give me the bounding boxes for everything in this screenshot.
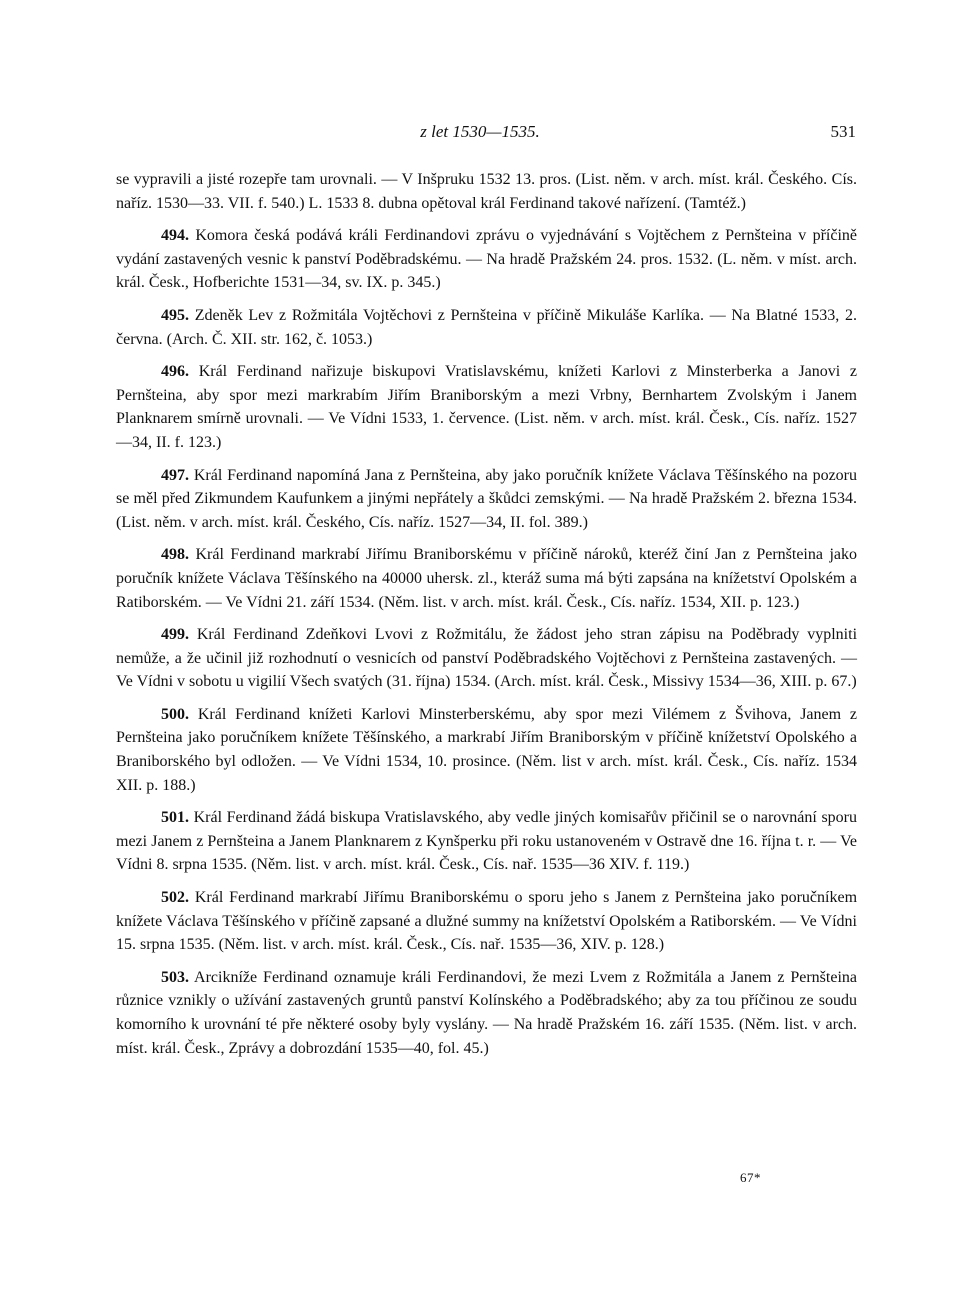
entry-text: Král Ferdinand žádá biskupa Vratislavského, aby vedle jiných komisařův přičinil se o narovnání sporu mezi Janem z Pernšteina a Janem Planknarem z Kynšperku při roku ustanoveném v Ostravě dne 16. října t. r. — Ve Vídni 8. srpna 1535. (Něm. list. v arch. míst. král. Česk., Cís. nař. 1535—36 XIV. f. 119.) xyxy=(116,809,857,874)
printer-signature-mark: 67* xyxy=(740,1170,761,1185)
entry-number: 498. xyxy=(161,546,189,564)
entry-text: Arcikníže Ferdinand oznamuje králi Ferdinandovi, že mezi Lvem z Rožmitála a Janem z Pernšteina různice vznikly o užívání zastavených gruntů panství Kolínského a Poděbradského; aby za tou příčinou ze soudu komorního k urovnání té pře některé osoby byly vyslány. — Na hradě Pražském 16. září 1535. (Něm. list. v arch. míst. král. Česk., Zprávy a dobrozdání 1535—40, fol. 45.) xyxy=(116,968,857,1057)
page-header xyxy=(0,122,960,146)
entry-text: Komora česká podává králi Ferdinandovi zprávu o vyjednávání s Vojtěchem z Pernšteina v příčině vydání zastavených vesnic k panství Poděbradskému. — Na hradě Pražském 24. pros. 1532. (L. něm. v míst. arch. král. Česk., Hofberichte 1531—34, sv. IX. p. 345.) xyxy=(116,227,857,292)
entry-number: 496. xyxy=(161,363,189,381)
entry-number: 499. xyxy=(161,626,189,644)
entry-text: Král Ferdinand markrabí Jiřímu Braniborskému v příčině nároků, kteréž činí Jan z Pernšteina jako poručník knížete Václava Těšínského na 40000 uhersk. zl., kteráž suma má býti zapsána na knížetství Opolském a Ratiborském. — Ve Vídni 21. září 1534. (Něm. list. v arch. míst. král. Česk., Cís. naříz. 1534, XII. p. 123.) xyxy=(116,546,858,611)
entry-text: Král Ferdinand Zdeňkovi Lvovi z Rožmitálu, že žádost jeho stran zápisu na Poděbrady vyplniti nemůže, a že učinil již rozhodnutí o vesnicích od panství Poděbradského Vojtěchovi z Pernšteina zastavených. — Ve Vídni v sobotu u vigilií Všech svatých (31. října) 1534. (Arch. míst. král. Česk., Missivy 1534—36, XIII. p. 67.) xyxy=(116,626,858,691)
entry-text: Zdeněk Lev z Rožmitála Vojtěchovi z Pernšteina v příčině Mikuláše Karlíka. — Na Blatné 1533, 2. června. (Arch. Č. XII. str. 162, č. 1053.) xyxy=(116,306,857,348)
entry-text: Král Ferdinand napomíná Jana z Pernšteina, aby jako poručník knížete Václava Těšínského na pozoru se měl před Zikmundem Kaufunkem a jinými nepřátely a škůdci zemskými. — Na hradě Pražském 2. března 1534. (List. něm. v arch. míst. král. Českého, Cís. naříz. 1527—34, II. fol. 389.) xyxy=(116,466,858,531)
entry-text: Král Ferdinand knížeti Karlovi Minsterberskému, aby spor mezi Vilémem z Švihova, Janem z Pernšteina jako poručníkem knížete Těšínského, a markrabí Jiřím Braniborským v příčině knížetství Opolského a Braniborského byl odložen. — Ve Vídni 1534, 10. prosince. (Něm. list v arch. míst. král. Česk., Cís. naříz. 1534 XII. p. 188.) xyxy=(116,705,857,794)
entry-continuation xyxy=(116,168,857,215)
entry-500 xyxy=(116,703,857,797)
entry-497 xyxy=(116,464,857,535)
running-title: z let 1530—1535. xyxy=(420,122,540,141)
entry-495 xyxy=(116,304,857,351)
document-body xyxy=(116,168,857,1069)
entry-number: 495. xyxy=(161,306,189,324)
entry-text: se vypravili a jisté rozepře tam urovnali. — V Inšpruku 1532 13. pros. (List. něm. v arch. míst. král. Českého. Cís. naříz. 1530—33. VII. f. 540.) L. 1533 8. dubna opětoval král Ferdinand takové nařízení. (Tamtéž.) xyxy=(116,171,857,212)
entry-498 xyxy=(116,543,857,614)
entry-number: 503. xyxy=(161,968,189,986)
entry-502 xyxy=(116,886,857,957)
entry-number: 500. xyxy=(161,705,189,723)
entry-503 xyxy=(116,966,857,1060)
page-number: 531 xyxy=(830,122,856,141)
entry-number: 497. xyxy=(161,466,189,484)
entry-number: 494. xyxy=(161,227,189,245)
entry-number: 502. xyxy=(161,889,189,907)
entry-number: 501. xyxy=(161,809,189,827)
entry-496 xyxy=(116,360,857,454)
entry-text: Král Ferdinand markrabí Jiřímu Braniborskému o sporu jeho s Janem z Pernšteina jako poručníkem knížete Václava Těšínského v příčině zapsané a dlužné summy na knížetství Opolském a Ratiborském. — Ve Vídni 15. srpna 1535. (Něm. list. v arch. míst. král. Česk., Cís. nař. 1535—36, XIV. p. 128.) xyxy=(116,889,858,954)
entry-text: Král Ferdinand nařizuje biskupovi Vratislavskému, knížeti Karlovi z Minsterberka a Janovi z Pernšteina, aby spor mezi markrabím Jiřím Braniborským a mezi Vrbny, Bernhartem Zvolským i Janem Planknarem smírně urovnali. — Ve Vídni 1533, 1. července. (List. něm. v arch. míst. král. Česk., Cís. naříz. 1527—34, II. f. 123.) xyxy=(116,363,858,451)
entry-499 xyxy=(116,623,857,694)
entry-501 xyxy=(116,806,857,877)
entry-494 xyxy=(116,224,857,295)
